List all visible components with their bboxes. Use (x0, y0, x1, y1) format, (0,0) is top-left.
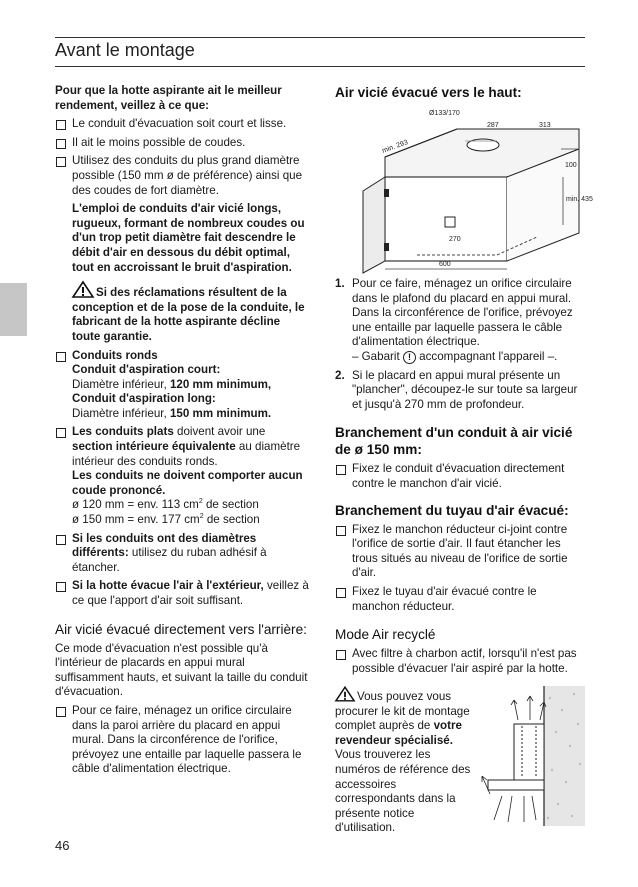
dim-hole-label: Ø133/170 (429, 110, 460, 117)
checkbox-icon (336, 650, 346, 660)
checkbox-icon (56, 428, 66, 438)
check-item: Utilisez des conduits du plus grand diamètre possible (150 mm ø de préférence) ainsi que des coudes de fort diamètre. (55, 154, 309, 198)
check-item: Le conduit d'évacuation soit court et lisse. (55, 117, 309, 132)
warning-triangle-icon (335, 686, 355, 702)
rear-heading: Air vicié évacué directement vers l'arrière: (55, 621, 307, 637)
dim-min435-label: min. 435 (566, 196, 593, 203)
title-rule (55, 66, 585, 67)
rear-check-item: Pour ce faire, ménagez un orifice circulaire dans la paroi arrière du placard en appui mural. Dans la circonférence de l'orifice, prévoyez une entaille par laquelle passera le câble d'alimentation électrique. (55, 704, 309, 777)
check-item: Il ait le moins possible de coudes. (55, 136, 309, 151)
warning-triangle-icon (72, 281, 94, 298)
branch-150-heading: Branchement d'un conduit à air vicié de ø 150 mm: (335, 425, 573, 458)
cabinet-diagram (347, 105, 593, 273)
up-heading: Air vicié évacué vers le haut: (335, 85, 522, 100)
kit-note: Vous pouvez vous procurer le kit de montage complet auprès de votre revendeur spécialisé. Vous trouverez les numéros de référence des accessoires correspondants dans la présente notice d'utilisation. (335, 686, 475, 836)
left-column (55, 84, 309, 777)
branch-tube-heading: Branchement du tuyau d'air évacué: (335, 502, 569, 518)
checkbox-icon (56, 707, 66, 717)
dim-600-label: 600 (439, 261, 451, 268)
dim-100-label: 100 (565, 162, 577, 169)
dim-313-label: 313 (539, 122, 551, 129)
info-circle-icon: ! (403, 351, 416, 364)
recirculation-diagram (478, 686, 585, 826)
page-title: Avant le montage (55, 40, 195, 60)
dim-min293-label: min. 293 (381, 139, 409, 155)
checkbox-icon (56, 157, 66, 167)
branch-tube-check: Fixez le manchon réducteur ci-joint contre l'orifice de sortie d'air. Il faut étancher les trous situés au niveau de l'orifice de sortie d'air. (335, 523, 585, 581)
different-diameters-item: Si les conduits ont des diamètres différents: utilisez du ruban adhésif à étancher. (55, 532, 309, 576)
exterior-item: Si la hotte évacue l'air à l'extérieur, veillez à ce que l'apport d'air soit suffisant. (55, 579, 309, 608)
page-number: 46 (55, 838, 70, 853)
recycle-check: Avec filtre à charbon actif, lorsqu'il n'est pas possible d'évacuer l'air aspiré par la hotte. (335, 647, 585, 676)
warning-note: Si des réclamations résultent de la conception et de la pose de la conduite, le fabricant de la hotte aspirante décline toute garantie. (55, 281, 309, 344)
checkbox-icon (56, 582, 66, 592)
checkbox-icon (336, 465, 346, 475)
recycle-heading: Mode Air recyclé (335, 627, 436, 643)
bold-note: L'emploi de conduits d'air vicié longs, rugueux, formant de nombreux coudes ou d'un trop petit diamètre fait descendre le débit d'air en dessous du débit optimal, tout en accroissant le bruit d'aspiration. (72, 202, 305, 274)
checkbox-icon (56, 120, 66, 130)
checkbox-icon (56, 139, 66, 149)
dim-287-label: 287 (487, 122, 499, 129)
branch-150-check: Fixez le conduit d'évacuation directement contre le manchon d'air vicié. (335, 462, 585, 491)
checkbox-icon (56, 352, 66, 362)
flat-ducts-item: Les conduits plats doivent avoir une section intérieure équivalente au diamètre intérieur des conduits ronds. Les conduits ne doivent comporter aucun coude prononcé. ø 120 mm = env. 113 $cm^2$ de section ø 150 mm = env. 177 $cm^2$ de section (55, 425, 309, 527)
step-2: 2. Si le placard en appui mural présente un "plancher", découpez-le sur toute sa largeur et jusqu'à 270 mm de profondeur. (335, 368, 578, 411)
top-rule (55, 37, 585, 38)
checkbox-icon (336, 588, 346, 598)
side-tab-marker (0, 283, 27, 336)
step-1: 1. Pour ce faire, ménagez un orifice circulaire dans le plafond du placard en appui mural. Dans la circonférence de l'orifice, prévoyez une entaille par laquelle passera le câble d'alimentation électrique. – Gabarit ! accompagnant l'appareil –. (335, 277, 573, 363)
branch-tube-check: Fixez le tuyau d'air évacué contre le manchon réducteur. (335, 585, 585, 614)
right-column (335, 84, 593, 676)
checkbox-icon (336, 526, 346, 536)
rear-text: Ce mode d'évacuation n'est possible qu'à l'intérieur de placards en appui mural suffisamment hauts, et suivant la taille du conduit d'évacuation. (55, 641, 308, 699)
intro-text: Pour que la hotte aspirante ait le meilleur rendement, veillez à ce que: (55, 84, 282, 112)
round-ducts-item: Conduits ronds Conduit d'aspiration court: Diamètre inférieur, 120 mm minimum, Conduit d'aspiration long: Diamètre inférieur, 150 mm minimum. (55, 349, 309, 422)
dim-270-label: 270 (449, 236, 461, 243)
checkbox-icon (56, 535, 66, 545)
